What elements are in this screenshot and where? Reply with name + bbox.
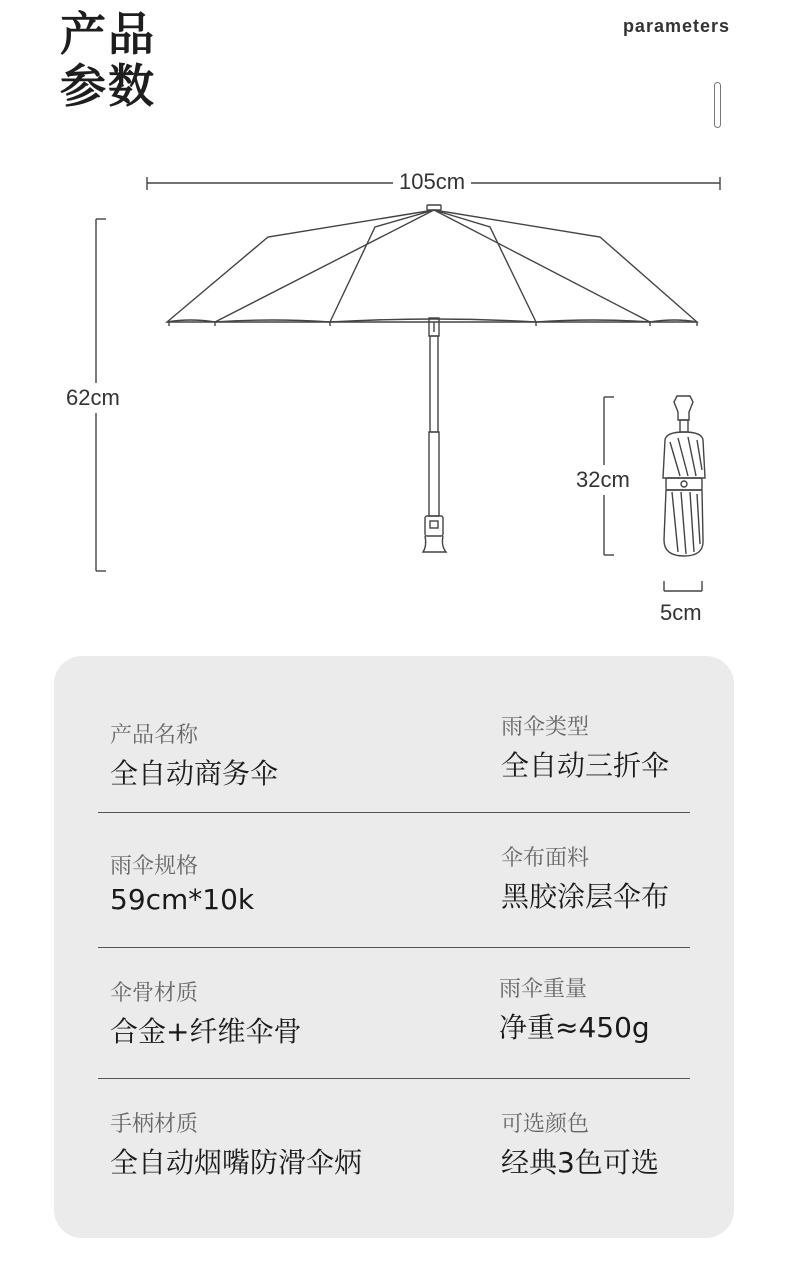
spec-value: 净重≈450g xyxy=(499,1011,650,1044)
spec-label: 雨伞重量 xyxy=(499,977,588,1002)
folded-umbrella-icon xyxy=(663,396,705,556)
spec-row xyxy=(98,813,690,948)
spec-label: 手柄材质 xyxy=(110,1112,199,1137)
folded-length-label: 32cm xyxy=(574,465,632,495)
spec-value: 经典3色可选 xyxy=(501,1146,659,1179)
spec-label: 雨伞类型 xyxy=(501,715,590,740)
spec-value: 黑胶涂层伞布 xyxy=(501,880,670,913)
spec-value: 合金+纤维伞骨 xyxy=(110,1015,302,1048)
title-line-1: 产品 xyxy=(60,7,156,61)
spec-card xyxy=(54,656,734,1238)
width-label: 105cm xyxy=(393,169,471,195)
spec-label: 伞骨材质 xyxy=(110,981,199,1006)
spec-value: 全自动三折伞 xyxy=(501,749,670,782)
page-subtitle: parameters xyxy=(622,16,730,36)
spec-label: 伞布面料 xyxy=(501,846,590,871)
open-umbrella-icon xyxy=(167,205,697,552)
spec-label: 产品名称 xyxy=(110,723,199,748)
spec-value: 59cm*10k xyxy=(110,883,255,916)
spec-value: 全自动烟嘴防滑伞炳 xyxy=(110,1146,363,1179)
spec-value: 全自动商务伞 xyxy=(110,757,279,790)
diameter-dimension-line xyxy=(664,581,702,591)
spec-row xyxy=(98,682,690,813)
spec-label: 雨伞规格 xyxy=(110,854,199,879)
spec-row xyxy=(98,1079,690,1209)
spec-row xyxy=(98,948,690,1079)
title-line-2: 参数 xyxy=(60,59,156,113)
spec-label: 可选颜色 xyxy=(501,1112,590,1137)
height-label: 62cm xyxy=(64,383,122,413)
diameter-label: 5cm xyxy=(660,600,702,625)
